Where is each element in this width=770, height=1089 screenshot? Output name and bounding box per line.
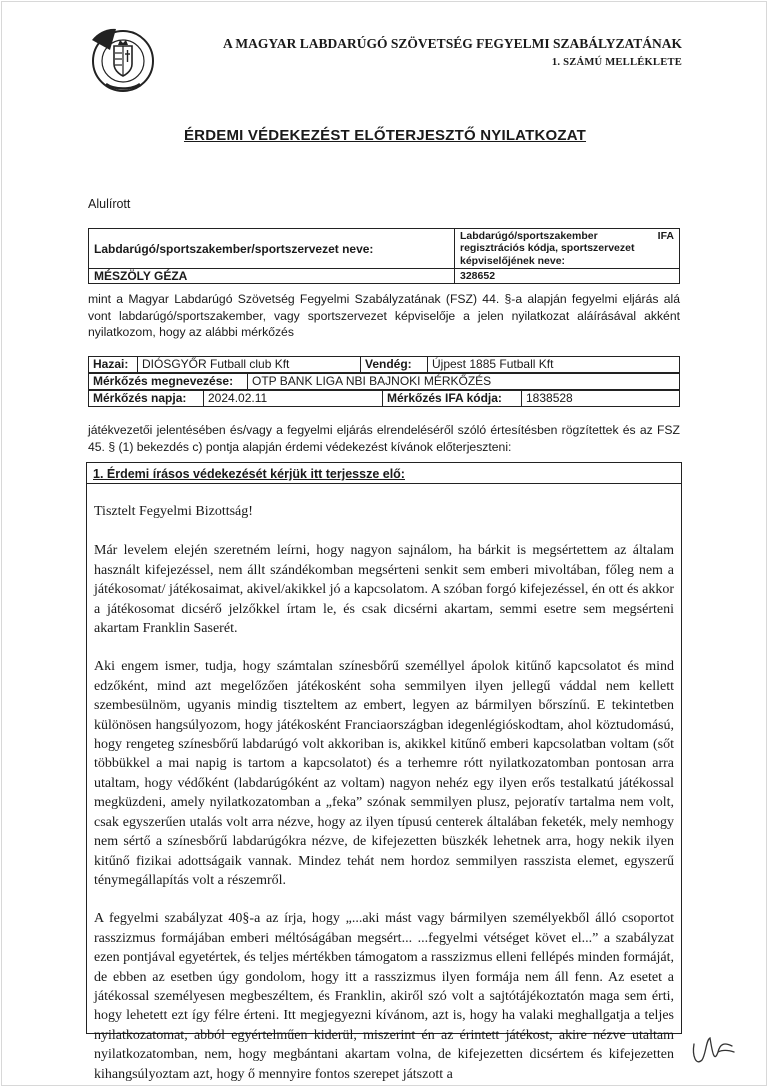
ifa-value-cell [455, 269, 680, 284]
document-title: ÉRDEMI VÉDEKEZÉST ELŐTERJESZTŐ NYILATKOZAT [183, 127, 587, 144]
ifa-label-right: IFA [657, 229, 674, 242]
ifa-label-rest: regisztrációs kódja, sportszervezet képviselőjének neve: [460, 242, 635, 267]
match-table [88, 356, 680, 373]
match-name-label: Mérkőzés megnevezése: [89, 374, 248, 390]
home-label: Hazai: [89, 357, 138, 373]
home-value: DIÓSGYŐR Futball club Kft [138, 357, 361, 373]
intro-paragraph: mint a Magyar Labdarúgó Szövetség Fegyelmi Szabályzatának (FSZ) 44. §-a alapján fegyelmi eljárás alá vont labdarúgó/sportszakember, vagy sportszervezet képviselője a jelen nyilatkozat aláírásával akként nyilatkozom, hogy az alábbi mérkőzés [88, 292, 680, 339]
match-date-label: Mérkőzés napja: [89, 391, 204, 407]
person-table [88, 228, 680, 284]
match-ifa-label: Mérkőzés IFA kódja: [383, 391, 522, 407]
instruction-paragraph: játékvezetői jelentésében és/vagy a fegyelmi eljárás elrendeléséről szóló értesítésben rögzítettek és az FSZ 45. § (1) bekezdés c) pontja alapján érdemi védekezést kívánok előterjeszteni: [88, 423, 680, 454]
away-label: Vendég: [361, 357, 428, 373]
away-value: Újpest 1885 Futball Kft [428, 357, 680, 373]
header-line-2: 1. SZÁMÚ MELLÉKLETE [551, 57, 682, 68]
match-ifa-value: 1838528 [522, 391, 680, 407]
name-label: Labdarúgó/sportszakember/sportszervezet neve: [94, 241, 374, 256]
header-title [223, 34, 682, 72]
statement-body [87, 502, 681, 1084]
defense-statement-box[interactable] [86, 462, 682, 1082]
match-date-value: 2024.02.11 [204, 391, 383, 407]
mlsz-logo [88, 26, 154, 96]
match-name-value: OTP BANK LIGA NBI BAJNOKI MÉRKŐZÉS [248, 374, 680, 390]
statement-paragraph-2: Aki engem ismer, tudja, hogy számtalan színesbőrű személlyel ápolok kitűnő kapcsolatot és mind edzőként, mind azt megelőzően játékosként soha semmilyen ilyen jellegű váddal nem kellett szembesülnöm, ugyanis mindig tiszteltem az embert, legyen az bármilyen bőrszínű. E tekintetben különösen hangsúlyozom, hogy játékosként Franciaországban idegenlégióskodtam, ahol köztudomású, hogy rengeteg színesbőrű labdarúgó volt akkoriban is, akikkel kitűnő emberi kapcsolatban voltam (sőt többükkel a mai napig is tartom a kapcsolatot) és a terhemre rótt nyilatkozatomban pontosan arra utaltam, hogy védőként (labdarúgóként az voltam) nagyon nehéz egy ilyen erős testalkatú játékossal megküzdeni, amely nyilatkozatomban a „feka” szónak semmilyen plusz, pejoratív tartalma nem volt, csak egyszerűen utalás volt arra nézve, hogy az ilyen típusú centerek általában feketék, mely nemhogy nem sértő a színesbőrű labdarúgókra nézve, de kifejezetten büszkék lehetnek arra, hogy nekik ilyen kitűnő fizikai adottságaik vannak. Mindez tehát nem hordoz semmilyen rasszista elemet, egyszerű ténymegállapítás volt a részemről. [94, 659, 674, 888]
statement-salutation: Tisztelt Fegyelmi Bizottság! [94, 504, 253, 519]
statement-heading: 1. Érdemi írásos védekezését kérjük itt terjessze elő: [87, 463, 681, 484]
header-line-1: A MAGYAR LABDARÚGÓ SZÖVETSÉG FEGYELMI SZABÁLYZATÁNAK [223, 36, 682, 51]
name-value-cell [89, 269, 455, 284]
statement-paragraph-1: Már levelem elején szeretném leírni, hogy nagyon sajnálom, ha bárkit is megsértettem az általam használt kifejezéssel, nem állt szándékomban megsérteni senkit sem emberi mivoltában, főleg nem a játékosomat/ játékosaimat, akivel/akikkel jó a kapcsolatom. A szóban forgó kifejezéssel, én ott és akkor a játékosomat dicsérő jelzőkkel írtam le, és csak dicsérni akartam, semmi esetre sem megsérteni akartam Franklin Saserét. [94, 543, 674, 637]
initials-signature [688, 1030, 738, 1070]
alulirott-label: Alulírott [88, 197, 131, 211]
match-date-table [88, 390, 680, 407]
ifa-label-cell [455, 229, 680, 269]
name-value: MÉSZÖLY GÉZA [94, 269, 188, 283]
match-name-table [88, 373, 680, 390]
ifa-label-left: Labdarúgó/sportszakember [460, 229, 598, 242]
name-label-cell [89, 229, 455, 269]
statement-paragraph-3: A fegyelmi szabályzat 40§-a az írja, hogy „...aki mást vagy bármilyen személyekből álló csoportot rasszizmus formájában emberi méltóságában megsért... ...fegyelmi vétséget követ el...” a szabályzat ezen pontjával egyetértek, és teljes mértékben támogatom a rasszizmus elleni fellépés minden formáját, de ebben az esetben úgy gondolom, hogy itt a rasszizmus ilyen formája nem áll fenn. Az esetet a játékossal személyesen megbeszéltem, és Franklin, akiről szó volt a sajtótájékoztatón maga sem érti, hogy lehetett ezt így félre érteni. Itt megjegyezni kívánom, azt is, hogy ha valaki meghallgatja a teljes nyilatkozatomat, abból egyértelműen kiderül, miszerint én az érintett játékost, akire nézve utaltam nyilatkozatomban, nem, hogy megbántani akartam volna, de kifejezetten dicsértem és kifejezetten kihangsúlyoztam azt, hogy ő mennyire fontos szerepet játszott a [94, 911, 674, 1082]
ifa-value: 328652 [460, 270, 496, 282]
